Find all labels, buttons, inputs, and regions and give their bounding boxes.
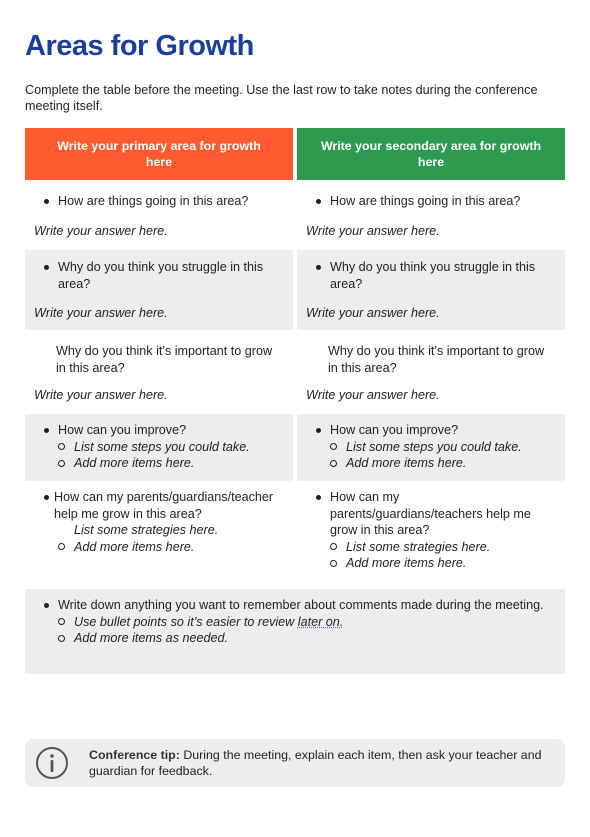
secondary-improve-cell[interactable] — [297, 414, 565, 481]
answer-field[interactable]: Write your answer here. — [34, 223, 168, 238]
help-add-item[interactable]: Add more items here. — [34, 539, 283, 556]
table-header-row — [25, 128, 565, 180]
improve-add-item[interactable]: Add more items here. — [306, 455, 555, 472]
growth-table — [25, 128, 565, 674]
conference-tip-box — [25, 739, 565, 787]
primary-important-cell[interactable] — [25, 330, 293, 414]
secondary-going-cell[interactable] — [297, 180, 565, 250]
answer-field[interactable]: Write your answer here. — [306, 388, 440, 402]
improve-question: How can you improve? — [34, 422, 283, 439]
help-question: How can my parents/guardians/teachers help me grow in this area? — [306, 489, 555, 539]
intro-text: Complete the table before the meeting. Use the last row to take notes during the conference meeting itself. — [25, 83, 538, 113]
info-icon — [35, 746, 69, 780]
primary-help-cell[interactable] — [25, 481, 293, 589]
answer-field[interactable]: Write your answer here. — [306, 223, 440, 238]
help-add-item[interactable]: Add more items here. — [306, 555, 555, 572]
notes-bullet-text: Use bullet points so it’s easier to review — [74, 614, 298, 629]
tip-text — [89, 747, 559, 780]
notes-question: Write down anything you want to remember about comments made during the meeting. — [34, 597, 555, 614]
primary-area-header[interactable]: Write your primary area for growth here — [25, 128, 293, 180]
later-on-link[interactable]: later on. — [297, 614, 344, 629]
primary-improve-cell[interactable] — [25, 414, 293, 481]
tip-label: Conference tip: — [89, 747, 180, 762]
important-question: Why do you think it’s important to grow in this area? — [328, 344, 545, 375]
table-row-struggle — [25, 250, 565, 330]
going-question: How are things going in this area? — [306, 193, 555, 210]
strategy-item[interactable]: List some strategies here. — [74, 523, 219, 537]
answer-field[interactable]: Write your answer here. — [306, 306, 440, 320]
answer-field[interactable]: Write your answer here. — [34, 306, 168, 320]
improve-question: How can you improve? — [306, 422, 555, 439]
secondary-area-header[interactable]: Write your secondary area for growth here — [297, 128, 565, 180]
table-row-help — [25, 481, 565, 589]
improve-step-item[interactable]: List some steps you could take. — [34, 439, 283, 456]
strategy-item[interactable]: List some strategies here. — [306, 539, 555, 556]
improve-add-item[interactable]: Add more items here. — [34, 455, 283, 472]
page-title: Areas for Growth — [25, 30, 254, 62]
struggle-question: Why do you think you struggle in this area? — [34, 259, 283, 292]
primary-going-cell[interactable] — [25, 180, 293, 250]
meeting-notes-row[interactable] — [25, 589, 565, 674]
secondary-important-cell[interactable] — [297, 330, 565, 414]
improve-step-item[interactable]: List some steps you could take. — [306, 439, 555, 456]
secondary-struggle-cell[interactable] — [297, 250, 565, 330]
important-question: Why do you think it’s important to grow in this area? — [56, 344, 273, 375]
help-question: How can my parents/guardians/teacher help me grow in this area? — [34, 489, 283, 522]
notes-bullet-item[interactable] — [34, 614, 555, 631]
secondary-help-cell[interactable] — [297, 481, 565, 589]
table-row-improve — [25, 414, 565, 481]
tip-body: During the meeting, explain each item, then ask your teacher and guardian for feedback. — [89, 747, 542, 778]
going-question: How are things going in this area? — [34, 193, 283, 210]
table-row-important — [25, 330, 565, 414]
struggle-question: Why do you think you struggle in this area? — [306, 259, 555, 292]
notes-add-item[interactable]: Add more items as needed. — [34, 630, 555, 647]
table-row-going — [25, 180, 565, 250]
primary-struggle-cell[interactable] — [25, 250, 293, 330]
answer-field[interactable]: Write your answer here. — [34, 388, 168, 402]
